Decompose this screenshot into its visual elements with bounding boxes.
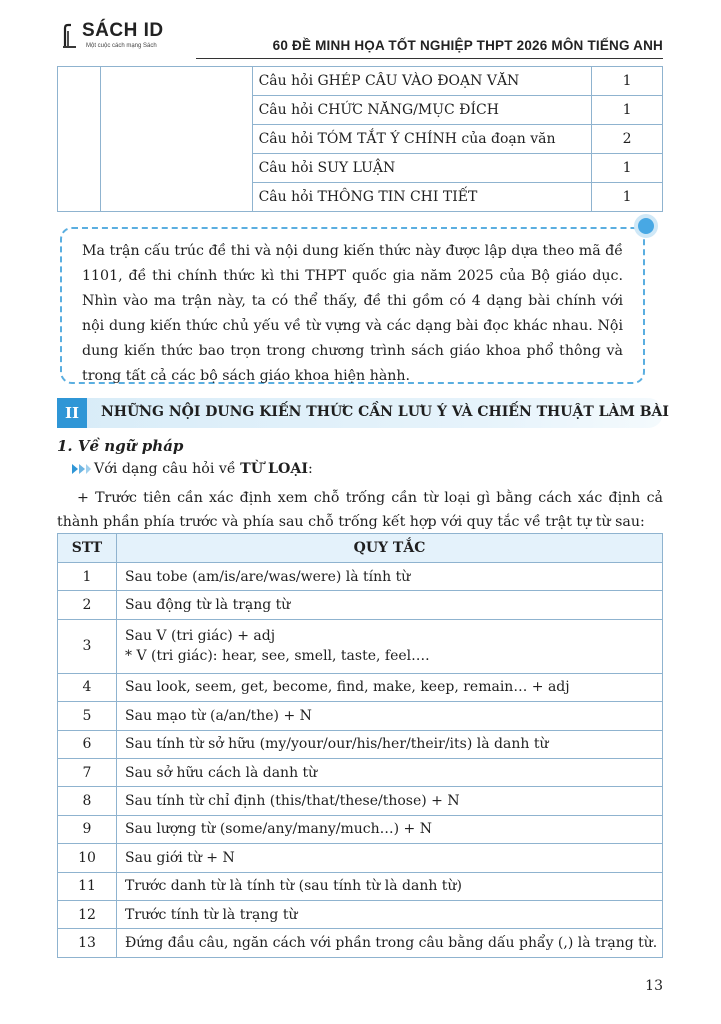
row-number: 2 bbox=[58, 591, 117, 619]
table-row bbox=[58, 67, 663, 96]
section-heading bbox=[57, 398, 669, 428]
row-number: 13 bbox=[58, 929, 117, 957]
table-row bbox=[58, 563, 663, 591]
question-count-cell: 1 bbox=[592, 67, 663, 96]
table-row bbox=[58, 900, 663, 928]
logo bbox=[62, 20, 172, 62]
section-number: II bbox=[57, 398, 87, 428]
rule-text: Sau look, seem, get, become, find, make, keep, remain… + adj bbox=[117, 673, 663, 701]
note-dot-icon bbox=[634, 214, 658, 238]
question-count-cell: 1 bbox=[592, 154, 663, 183]
table-row bbox=[58, 702, 663, 730]
question-type-cell: Câu hỏi CHỨC NĂNG/MỤC ĐÍCH bbox=[252, 96, 592, 125]
empty-cell bbox=[58, 67, 101, 212]
table-row bbox=[58, 787, 663, 815]
table-row bbox=[58, 673, 663, 701]
rule-text: Sau giới từ + N bbox=[117, 844, 663, 872]
table-header-row bbox=[58, 534, 663, 563]
rule-text: Trước danh từ là tính từ (sau tính từ là danh từ) bbox=[117, 872, 663, 900]
logo-tagline: Một cuộc cách mạng Sách bbox=[86, 43, 157, 49]
subsection-title: 1. Về ngữ pháp bbox=[57, 437, 184, 455]
rule-text: Sau V (tri giác) + adj bbox=[125, 628, 276, 645]
row-number: 12 bbox=[58, 900, 117, 928]
row-number: 10 bbox=[58, 844, 117, 872]
header-divider bbox=[196, 58, 663, 59]
question-type-cell: Câu hỏi GHÉP CÂU VÀO ĐOẠN VĂN bbox=[252, 67, 592, 96]
rule-text: Đứng đầu câu, ngăn cách với phần trong câu bằng dấu phẩy (,) là trạng từ. bbox=[117, 929, 663, 957]
table-row bbox=[58, 619, 663, 673]
question-type-cell: Câu hỏi SUY LUẬN bbox=[252, 154, 592, 183]
rule-text: Sau động từ là trạng từ bbox=[117, 591, 663, 619]
table-row bbox=[58, 758, 663, 786]
question-count-cell: 2 bbox=[592, 125, 663, 154]
question-type-cell: Câu hỏi TÓM TẮT Ý CHÍNH của đoạn văn bbox=[252, 125, 592, 154]
row-number: 1 bbox=[58, 563, 117, 591]
bullet-suffix: : bbox=[308, 461, 313, 477]
table-row bbox=[58, 844, 663, 872]
bullet-item bbox=[70, 461, 313, 477]
rule-text: Sau sở hữu cách là danh từ bbox=[117, 758, 663, 786]
rule-text: Trước tính từ là trạng từ bbox=[117, 900, 663, 928]
question-count-cell: 1 bbox=[592, 183, 663, 212]
rule-text: Sau tobe (am/is/are/was/were) là tính từ bbox=[117, 563, 663, 591]
word-order-rules-table bbox=[57, 533, 663, 958]
book-logo-icon bbox=[62, 22, 84, 48]
row-number: 7 bbox=[58, 758, 117, 786]
question-count-cell: 1 bbox=[592, 96, 663, 125]
table-row bbox=[58, 815, 663, 843]
rule-cell bbox=[117, 619, 663, 673]
rule-text: Sau tính từ sở hữu (my/your/our/his/her/their/its) là danh từ bbox=[117, 730, 663, 758]
bullet-bold: TỪ LOẠI bbox=[240, 461, 308, 477]
row-number: 4 bbox=[58, 673, 117, 701]
note-text: Ma trận cấu trúc đề thi và nội dung kiến thức này được lập dựa theo mã đề 1101, đề thi chính thức kì thi THPT quốc gia năm 2025 của Bộ giáo dục. Nhìn vào ma trận này, ta có thể thấy, đề thi gồm có 4 dạng bài chính với nội dung kiến thức chủ yếu về từ vựng và các dạng bài đọc khác nhau. Nội dung kiến thức bao trọn trong chương trình sách giáo khoa phổ thông và trong tất cả các bộ sách giáo khoa hiện hành. bbox=[82, 243, 623, 384]
structure-matrix-table bbox=[57, 66, 663, 212]
empty-cell bbox=[100, 67, 252, 212]
double-chevron-icon bbox=[70, 462, 92, 476]
column-header-stt: STT bbox=[58, 534, 117, 563]
rule-text: Sau lượng từ (some/any/many/much…) + N bbox=[117, 815, 663, 843]
rule-text: Sau mạo từ (a/an/the) + N bbox=[117, 702, 663, 730]
rule-note: * V (tri giác): hear, see, smell, taste, feel…. bbox=[125, 648, 430, 665]
row-number: 9 bbox=[58, 815, 117, 843]
instruction-paragraph: + Trước tiên cần xác định xem chỗ trống cần từ loại gì bằng cách xác định cả thành phần phía trước và phía sau chỗ trống kết hợp với quy tắc về trật tự từ sau: bbox=[57, 490, 663, 530]
column-header-rule: QUY TẮC bbox=[117, 534, 663, 563]
page-number: 13 bbox=[645, 978, 663, 994]
table-row bbox=[58, 929, 663, 957]
book-title: 60 ĐỀ MINH HỌA TỐT NGHIỆP THPT 2026 MÔN TIẾNG ANH bbox=[272, 38, 663, 53]
table-row bbox=[58, 872, 663, 900]
row-number: 6 bbox=[58, 730, 117, 758]
table-row bbox=[58, 730, 663, 758]
row-number: 3 bbox=[58, 619, 117, 673]
section-title: NHỮNG NỘI DUNG KIẾN THỨC CẦN LƯU Ý VÀ CHIẾN THUẬT LÀM BÀI bbox=[101, 404, 669, 420]
question-type-cell: Câu hỏi THÔNG TIN CHI TIẾT bbox=[252, 183, 592, 212]
table-row bbox=[58, 591, 663, 619]
logo-text: SÁCH ID bbox=[82, 20, 164, 41]
page-header bbox=[0, 0, 721, 64]
bullet-prefix: Với dạng câu hỏi về bbox=[94, 461, 241, 477]
rule-text: Sau tính từ chỉ định (this/that/these/those) + N bbox=[117, 787, 663, 815]
note-box bbox=[60, 227, 645, 384]
row-number: 11 bbox=[58, 872, 117, 900]
row-number: 5 bbox=[58, 702, 117, 730]
row-number: 8 bbox=[58, 787, 117, 815]
